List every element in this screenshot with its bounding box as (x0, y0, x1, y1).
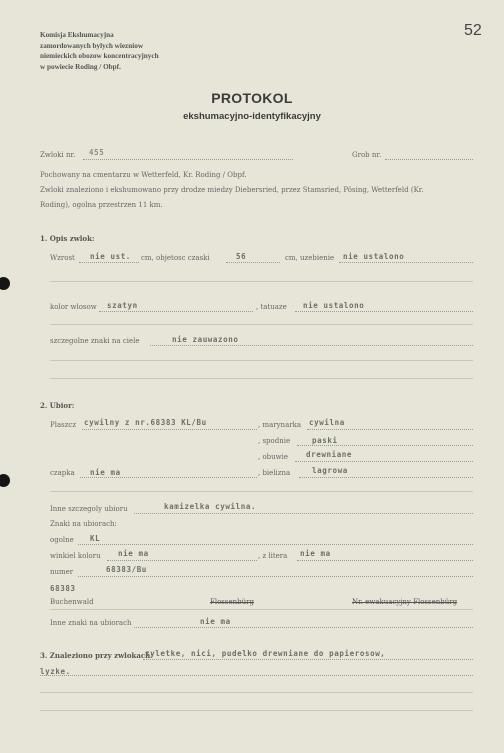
numer-value: 68383/Bu (106, 565, 147, 574)
ogolne-label: ogolne (50, 536, 74, 544)
znaki-na-ubiorach-label: Znaki na ubiorach: (50, 520, 117, 528)
wzrost-label: Wzrost (50, 254, 75, 262)
czapka-label: czapka (50, 469, 75, 477)
section-3-value: zyletke, nici, pudelko drewniane do papierosow, (145, 649, 386, 658)
flossenburg-evac-label: Nr. ewakuacyjny Flossenbürg (352, 598, 458, 606)
wzrost-value: nie ust. (90, 252, 131, 261)
marynarka-label: , marynarka (258, 421, 302, 429)
spodnie-value: paski (312, 436, 338, 445)
inne-szczegoly-label: Inne szczegoly ubioru (50, 505, 128, 513)
wlosy-value: szatyn (107, 301, 138, 310)
spodnie-label: , spodnie (258, 437, 291, 445)
numer-above-buchenwald: 68383 (50, 584, 76, 593)
wlosy-label: kolor wlosow (50, 303, 97, 311)
tatuaze-label: , tatuaze (256, 303, 287, 311)
winkiel-label: winkiel koloru (50, 552, 101, 560)
zwloki-value: 455 (89, 148, 105, 157)
zwloki-label: Zwloki nr. (40, 151, 76, 159)
znaki-label: szczegolne znaki na ciele (50, 337, 140, 345)
org-line: niemieckich obozow koncentracyjnych (40, 52, 159, 60)
czapka-value: nie ma (90, 468, 121, 477)
intro-line: Zwloki znaleziono i ekshumowano przy drodze miedzy Diebersried, przez Stamsried, Pösing, Wetterfeld (Kr. (40, 186, 424, 194)
obuwie-value: drewniane (306, 450, 353, 459)
section-3-heading: 3. Znaleziono przy zwlokach: (40, 651, 153, 660)
flossenburg-label: Flossenbürg (210, 598, 254, 606)
section-3-value-cont: lyzke. (40, 667, 71, 676)
org-line: w powiecie Roding / Obpf. (40, 62, 121, 71)
wzrost-unit: cm, objetosc czaski (141, 254, 210, 262)
inne-znaki-label: Inne znaki na ubiorach (50, 619, 132, 627)
buchenwald-label: Buchenwald (50, 598, 94, 606)
section-2-heading: 2. Ubior: (40, 401, 75, 410)
winkiel-value: nie ma (118, 549, 149, 558)
grob-label: Grob nr. (352, 151, 382, 159)
page-title: PROTOKOL (211, 90, 293, 106)
section-1-heading: 1. Opis zwlok: (40, 234, 95, 243)
bielizna-value: lagrowa (312, 466, 348, 475)
marynarka-value: cywilna (309, 418, 345, 427)
plaszcz-value: cywilny z nr.68383 KL/Bu (84, 418, 207, 427)
intro-line: Roding), ogolna przestrzen 11 km. (40, 201, 163, 209)
inne-znaki-value: nie ma (200, 617, 231, 626)
organization-block (40, 30, 159, 72)
czaszka-value: 56 (236, 252, 247, 261)
uzebienie-label: cm, uzebienie (285, 254, 335, 262)
punch-hole-top (0, 277, 10, 290)
inne-szczegoly-value: kamizelka cywilna. (164, 502, 257, 511)
litera-label: , z litera (258, 552, 288, 560)
litera-value: nie ma (300, 549, 331, 558)
tatuaze-value: nie ustalono (303, 301, 365, 310)
intro-line: Pochowany na cmentarzu w Wetterfeld, Kr. Roding / Obpf. (40, 171, 247, 179)
plaszcz-label: Plaszcz (50, 421, 77, 429)
page-number: 52 (464, 22, 482, 39)
uzebienie-value: nie ustalono (343, 252, 405, 261)
bielizna-label: , bielizna (258, 469, 291, 477)
ogolne-value: KL (90, 534, 101, 543)
obuwie-label: , obuwie (258, 453, 289, 461)
numer-label: numer (50, 568, 74, 576)
org-line: Komisja Ekshumacyjna (40, 31, 114, 39)
punch-hole-bottom (0, 474, 10, 487)
org-line: zamordowanych bylych wiezniow (40, 41, 144, 50)
znaki-value: nie zauwazono (172, 335, 239, 344)
page-subtitle: ekshumacyjno-identyfikacyjny (183, 111, 321, 122)
